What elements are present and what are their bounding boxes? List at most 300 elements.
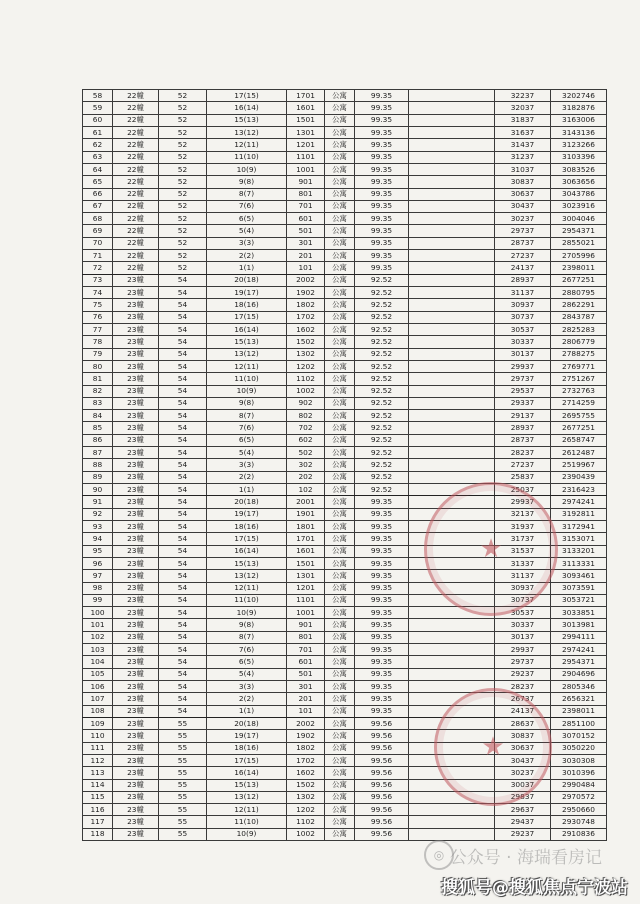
- table-cell-area: 92.52: [355, 471, 409, 483]
- table-cell-floors: 55: [159, 816, 207, 828]
- table-cell-building: 23幢: [113, 779, 159, 791]
- table-cell-unit-price: 31337: [495, 557, 551, 569]
- table-row: [83, 311, 607, 323]
- table-row: [83, 385, 607, 397]
- table-cell-unit-price: 29737: [495, 373, 551, 385]
- table-cell-unit-price: 29237: [495, 828, 551, 840]
- table-cell-unit-price: 32037: [495, 102, 551, 114]
- table-cell-unit-price: 31937: [495, 520, 551, 532]
- table-cell-unit-price: 29137: [495, 410, 551, 422]
- price-table-body: [83, 90, 607, 841]
- table-cell-total-price: 2751267: [551, 373, 607, 385]
- table-cell-floors: 52: [159, 139, 207, 151]
- table-row: [83, 176, 607, 188]
- table-row: [83, 287, 607, 299]
- table-row: [83, 397, 607, 409]
- table-cell-blank: [409, 373, 495, 385]
- table-cell-room: 1902: [287, 287, 325, 299]
- table-cell-seq: 72: [83, 262, 113, 274]
- table-cell-building: 22幢: [113, 139, 159, 151]
- table-row: [83, 717, 607, 729]
- table-row: [83, 126, 607, 138]
- table-cell-blank: [409, 287, 495, 299]
- table-cell-area: 99.35: [355, 681, 409, 693]
- table-cell-type: 公寓: [325, 705, 355, 717]
- table-cell-area: 99.35: [355, 163, 409, 175]
- table-cell-total-price: 2950660: [551, 804, 607, 816]
- table-cell-unit-price: 29737: [495, 656, 551, 668]
- table-row: [83, 828, 607, 840]
- table-cell-floors: 54: [159, 656, 207, 668]
- table-cell-building: 23幢: [113, 644, 159, 656]
- table-cell-total-price: 3013981: [551, 619, 607, 631]
- table-cell-area: 92.52: [355, 434, 409, 446]
- table-cell-blank: [409, 213, 495, 225]
- table-cell-room: 802: [287, 410, 325, 422]
- table-row: [83, 200, 607, 212]
- table-cell-floors: 52: [159, 250, 207, 262]
- table-cell-floor: 19(17): [207, 508, 287, 520]
- table-cell-floor: 13(12): [207, 570, 287, 582]
- table-row: [83, 619, 607, 631]
- table-row: [83, 471, 607, 483]
- table-cell-total-price: 2954371: [551, 225, 607, 237]
- table-cell-floors: 54: [159, 447, 207, 459]
- table-cell-unit-price: 25837: [495, 471, 551, 483]
- table-cell-area: 99.56: [355, 730, 409, 742]
- table-cell-blank: [409, 410, 495, 422]
- table-row: [83, 422, 607, 434]
- table-cell-area: 92.52: [355, 397, 409, 409]
- table-cell-blank: [409, 767, 495, 779]
- table-cell-floor: 11(10): [207, 816, 287, 828]
- table-cell-blank: [409, 816, 495, 828]
- table-cell-floors: 54: [159, 348, 207, 360]
- table-cell-blank: [409, 520, 495, 532]
- table-cell-unit-price: 28737: [495, 434, 551, 446]
- table-cell-unit-price: 30437: [495, 754, 551, 766]
- table-cell-building: 23幢: [113, 299, 159, 311]
- table-cell-floor: 8(7): [207, 410, 287, 422]
- table-cell-type: 公寓: [325, 570, 355, 582]
- table-cell-seq: 110: [83, 730, 113, 742]
- table-cell-floors: 54: [159, 323, 207, 335]
- table-cell-seq: 97: [83, 570, 113, 582]
- table-cell-building: 23幢: [113, 668, 159, 680]
- table-cell-blank: [409, 607, 495, 619]
- table-cell-building: 23幢: [113, 410, 159, 422]
- table-cell-building: 22幢: [113, 102, 159, 114]
- table-cell-total-price: 2970572: [551, 791, 607, 803]
- table-row: [83, 804, 607, 816]
- table-cell-building: 23幢: [113, 607, 159, 619]
- table-cell-total-price: 2519967: [551, 459, 607, 471]
- table-cell-seq: 58: [83, 90, 113, 102]
- table-cell-type: 公寓: [325, 644, 355, 656]
- table-cell-floor: 12(11): [207, 582, 287, 594]
- table-cell-building: 23幢: [113, 459, 159, 471]
- table-cell-building: 22幢: [113, 188, 159, 200]
- table-cell-building: 22幢: [113, 90, 159, 102]
- table-cell-room: 1102: [287, 373, 325, 385]
- table-cell-blank: [409, 225, 495, 237]
- table-cell-seq: 104: [83, 656, 113, 668]
- table-cell-floors: 54: [159, 311, 207, 323]
- table-cell-blank: [409, 804, 495, 816]
- table-cell-floors: 55: [159, 804, 207, 816]
- table-cell-floors: 55: [159, 779, 207, 791]
- table-cell-unit-price: 32237: [495, 90, 551, 102]
- table-cell-floor: 12(11): [207, 139, 287, 151]
- table-cell-area: 99.35: [355, 644, 409, 656]
- table-cell-room: 101: [287, 705, 325, 717]
- table-cell-floor: 3(3): [207, 237, 287, 249]
- table-cell-type: 公寓: [325, 336, 355, 348]
- table-cell-building: 23幢: [113, 434, 159, 446]
- table-row: [83, 447, 607, 459]
- table-cell-total-price: 2904696: [551, 668, 607, 680]
- table-cell-type: 公寓: [325, 668, 355, 680]
- table-cell-type: 公寓: [325, 496, 355, 508]
- table-cell-blank: [409, 102, 495, 114]
- table-cell-building: 23幢: [113, 705, 159, 717]
- table-row: [83, 360, 607, 372]
- table-cell-area: 92.52: [355, 373, 409, 385]
- table-cell-floor: 20(18): [207, 717, 287, 729]
- table-cell-area: 92.52: [355, 287, 409, 299]
- table-row: [83, 570, 607, 582]
- table-cell-type: 公寓: [325, 508, 355, 520]
- table-cell-floor: 20(18): [207, 496, 287, 508]
- table-cell-building: 22幢: [113, 237, 159, 249]
- table-cell-floor: 7(6): [207, 422, 287, 434]
- table-cell-room: 901: [287, 176, 325, 188]
- table-cell-floor: 15(13): [207, 779, 287, 791]
- table-cell-floor: 6(5): [207, 434, 287, 446]
- table-cell-blank: [409, 163, 495, 175]
- table-row: [83, 237, 607, 249]
- table-cell-type: 公寓: [325, 225, 355, 237]
- table-cell-building: 22幢: [113, 262, 159, 274]
- table-row: [83, 274, 607, 286]
- table-cell-room: 102: [287, 484, 325, 496]
- table-cell-building: 23幢: [113, 742, 159, 754]
- table-cell-floors: 52: [159, 126, 207, 138]
- table-cell-blank: [409, 631, 495, 643]
- table-cell-type: 公寓: [325, 176, 355, 188]
- table-cell-unit-price: 29937: [495, 360, 551, 372]
- table-cell-floors: 54: [159, 410, 207, 422]
- table-cell-area: 99.35: [355, 200, 409, 212]
- table-cell-blank: [409, 754, 495, 766]
- table-cell-total-price: 2994111: [551, 631, 607, 643]
- table-cell-area: 99.35: [355, 139, 409, 151]
- table-cell-room: 1001: [287, 607, 325, 619]
- table-cell-seq: 102: [83, 631, 113, 643]
- seal-star-icon: ★: [481, 732, 505, 762]
- table-cell-unit-price: 32137: [495, 508, 551, 520]
- table-cell-unit-price: 30237: [495, 213, 551, 225]
- table-row: [83, 114, 607, 126]
- table-cell-floor: 8(7): [207, 188, 287, 200]
- table-cell-floor: 2(2): [207, 471, 287, 483]
- table-cell-type: 公寓: [325, 274, 355, 286]
- table-cell-floor: 3(3): [207, 459, 287, 471]
- price-table: [82, 89, 607, 841]
- table-cell-type: 公寓: [325, 360, 355, 372]
- table-cell-area: 92.52: [355, 299, 409, 311]
- table-cell-floors: 54: [159, 644, 207, 656]
- table-cell-building: 23幢: [113, 274, 159, 286]
- table-cell-seq: 81: [83, 373, 113, 385]
- table-cell-room: 1901: [287, 508, 325, 520]
- table-cell-room: 901: [287, 619, 325, 631]
- table-row: [83, 102, 607, 114]
- table-cell-total-price: 3004046: [551, 213, 607, 225]
- table-cell-seq: 87: [83, 447, 113, 459]
- table-cell-room: 302: [287, 459, 325, 471]
- table-cell-type: 公寓: [325, 213, 355, 225]
- table-cell-building: 23幢: [113, 681, 159, 693]
- table-cell-building: 23幢: [113, 693, 159, 705]
- table-cell-blank: [409, 545, 495, 557]
- table-cell-floor: 13(12): [207, 348, 287, 360]
- table-cell-blank: [409, 705, 495, 717]
- table-cell-building: 22幢: [113, 225, 159, 237]
- table-cell-seq: 76: [83, 311, 113, 323]
- table-cell-building: 23幢: [113, 385, 159, 397]
- table-cell-total-price: 2930748: [551, 816, 607, 828]
- table-cell-floors: 54: [159, 582, 207, 594]
- table-cell-unit-price: 30637: [495, 188, 551, 200]
- table-cell-total-price: 3163006: [551, 114, 607, 126]
- table-row: [83, 816, 607, 828]
- table-cell-unit-price: 31137: [495, 287, 551, 299]
- table-cell-area: 99.35: [355, 176, 409, 188]
- table-cell-seq: 96: [83, 557, 113, 569]
- table-cell-total-price: 2851100: [551, 717, 607, 729]
- table-cell-floors: 55: [159, 767, 207, 779]
- table-cell-room: 1301: [287, 126, 325, 138]
- table-cell-blank: [409, 779, 495, 791]
- table-cell-floor: 10(9): [207, 385, 287, 397]
- table-cell-unit-price: 30837: [495, 730, 551, 742]
- table-cell-floor: 8(7): [207, 631, 287, 643]
- table-cell-building: 23幢: [113, 336, 159, 348]
- table-cell-area: 99.35: [355, 250, 409, 262]
- table-cell-blank: [409, 533, 495, 545]
- table-row: [83, 250, 607, 262]
- table-cell-floors: 54: [159, 570, 207, 582]
- table-cell-floor: 20(18): [207, 274, 287, 286]
- table-cell-type: 公寓: [325, 631, 355, 643]
- table-row: [83, 410, 607, 422]
- table-cell-floors: 54: [159, 607, 207, 619]
- table-cell-room: 202: [287, 471, 325, 483]
- table-cell-building: 23幢: [113, 656, 159, 668]
- table-cell-unit-price: 24137: [495, 262, 551, 274]
- table-cell-seq: 65: [83, 176, 113, 188]
- table-cell-unit-price: 29637: [495, 804, 551, 816]
- table-cell-floor: 1(1): [207, 484, 287, 496]
- table-cell-room: 1002: [287, 385, 325, 397]
- table-cell-floors: 54: [159, 508, 207, 520]
- table-cell-total-price: 3043786: [551, 188, 607, 200]
- table-cell-total-price: 3202746: [551, 90, 607, 102]
- table-cell-total-price: 2656321: [551, 693, 607, 705]
- table-cell-unit-price: 31137: [495, 570, 551, 582]
- table-cell-floors: 55: [159, 730, 207, 742]
- table-cell-blank: [409, 188, 495, 200]
- table-row: [83, 151, 607, 163]
- table-cell-total-price: 2677251: [551, 422, 607, 434]
- table-cell-room: 1502: [287, 779, 325, 791]
- table-cell-building: 23幢: [113, 422, 159, 434]
- table-cell-floor: 18(16): [207, 299, 287, 311]
- table-cell-building: 23幢: [113, 533, 159, 545]
- table-cell-seq: 77: [83, 323, 113, 335]
- table-cell-floor: 15(13): [207, 557, 287, 569]
- table-cell-seq: 69: [83, 225, 113, 237]
- table-cell-type: 公寓: [325, 816, 355, 828]
- table-cell-blank: [409, 447, 495, 459]
- table-row: [83, 693, 607, 705]
- table-row: [83, 520, 607, 532]
- table-row: [83, 90, 607, 102]
- table-cell-floor: 16(14): [207, 323, 287, 335]
- table-cell-floors: 54: [159, 422, 207, 434]
- table-cell-area: 99.35: [355, 126, 409, 138]
- table-cell-type: 公寓: [325, 373, 355, 385]
- table-cell-floor: 1(1): [207, 705, 287, 717]
- table-cell-type: 公寓: [325, 767, 355, 779]
- table-cell-floors: 54: [159, 336, 207, 348]
- table-cell-seq: 73: [83, 274, 113, 286]
- table-cell-building: 23幢: [113, 496, 159, 508]
- table-cell-building: 22幢: [113, 114, 159, 126]
- table-cell-room: 1102: [287, 816, 325, 828]
- table-cell-seq: 84: [83, 410, 113, 422]
- table-cell-area: 99.35: [355, 705, 409, 717]
- table-cell-area: 92.52: [355, 447, 409, 459]
- table-cell-area: 99.35: [355, 213, 409, 225]
- table-cell-area: 99.35: [355, 496, 409, 508]
- table-cell-building: 23幢: [113, 373, 159, 385]
- table-cell-total-price: 2974241: [551, 644, 607, 656]
- table-cell-room: 1802: [287, 299, 325, 311]
- table-row: [83, 323, 607, 335]
- table-cell-floors: 52: [159, 151, 207, 163]
- table-cell-seq: 90: [83, 484, 113, 496]
- table-cell-total-price: 3010396: [551, 767, 607, 779]
- table-cell-floors: 54: [159, 471, 207, 483]
- table-cell-total-price: 2398011: [551, 262, 607, 274]
- table-cell-unit-price: 31837: [495, 114, 551, 126]
- table-cell-unit-price: 29837: [495, 791, 551, 803]
- table-cell-area: 99.35: [355, 237, 409, 249]
- table-cell-unit-price: 29937: [495, 644, 551, 656]
- table-cell-area: 99.56: [355, 804, 409, 816]
- table-cell-floor: 10(9): [207, 607, 287, 619]
- table-cell-total-price: 2910836: [551, 828, 607, 840]
- table-cell-floor: 9(8): [207, 397, 287, 409]
- table-cell-building: 23幢: [113, 619, 159, 631]
- table-cell-unit-price: 30937: [495, 299, 551, 311]
- table-row: [83, 434, 607, 446]
- table-row: [83, 188, 607, 200]
- table-cell-area: 92.52: [355, 410, 409, 422]
- table-cell-area: 99.56: [355, 767, 409, 779]
- table-cell-floors: 54: [159, 373, 207, 385]
- table-cell-type: 公寓: [325, 237, 355, 249]
- table-cell-unit-price: 28637: [495, 717, 551, 729]
- table-cell-floor: 2(2): [207, 693, 287, 705]
- table-cell-unit-price: 30237: [495, 767, 551, 779]
- table-cell-room: 1501: [287, 557, 325, 569]
- table-cell-type: 公寓: [325, 459, 355, 471]
- table-row: [83, 742, 607, 754]
- table-cell-building: 23幢: [113, 582, 159, 594]
- table-cell-type: 公寓: [325, 619, 355, 631]
- table-cell-room: 1001: [287, 163, 325, 175]
- table-cell-building: 23幢: [113, 360, 159, 372]
- table-cell-floors: 54: [159, 594, 207, 606]
- table-cell-floor: 5(4): [207, 225, 287, 237]
- table-cell-seq: 75: [83, 299, 113, 311]
- table-cell-area: 99.56: [355, 828, 409, 840]
- table-cell-floor: 13(12): [207, 126, 287, 138]
- table-cell-type: 公寓: [325, 520, 355, 532]
- table-cell-seq: 118: [83, 828, 113, 840]
- table-cell-building: 23幢: [113, 397, 159, 409]
- table-cell-floors: 55: [159, 717, 207, 729]
- table-cell-floor: 15(13): [207, 114, 287, 126]
- table-cell-building: 23幢: [113, 471, 159, 483]
- table-cell-blank: [409, 459, 495, 471]
- table-cell-floors: 54: [159, 299, 207, 311]
- table-cell-unit-price: 29337: [495, 397, 551, 409]
- table-cell-seq: 63: [83, 151, 113, 163]
- table-row: [83, 754, 607, 766]
- table-cell-floor: 17(15): [207, 311, 287, 323]
- table-cell-seq: 105: [83, 668, 113, 680]
- table-cell-total-price: 3143136: [551, 126, 607, 138]
- table-cell-blank: [409, 434, 495, 446]
- table-cell-seq: 66: [83, 188, 113, 200]
- table-cell-total-price: 2658747: [551, 434, 607, 446]
- table-cell-blank: [409, 582, 495, 594]
- table-cell-room: 601: [287, 213, 325, 225]
- table-cell-room: 1601: [287, 545, 325, 557]
- table-cell-area: 99.35: [355, 557, 409, 569]
- table-cell-floor: 2(2): [207, 250, 287, 262]
- table-cell-total-price: 2695755: [551, 410, 607, 422]
- table-cell-blank: [409, 668, 495, 680]
- table-cell-type: 公寓: [325, 557, 355, 569]
- table-cell-seq: 101: [83, 619, 113, 631]
- table-row: [83, 791, 607, 803]
- table-cell-total-price: 3192811: [551, 508, 607, 520]
- table-cell-room: 501: [287, 668, 325, 680]
- table-cell-blank: [409, 570, 495, 582]
- table-cell-blank: [409, 681, 495, 693]
- table-cell-floors: 54: [159, 397, 207, 409]
- table-cell-building: 22幢: [113, 126, 159, 138]
- table-cell-floors: 54: [159, 434, 207, 446]
- table-cell-type: 公寓: [325, 434, 355, 446]
- table-cell-seq: 82: [83, 385, 113, 397]
- table-cell-room: 1601: [287, 102, 325, 114]
